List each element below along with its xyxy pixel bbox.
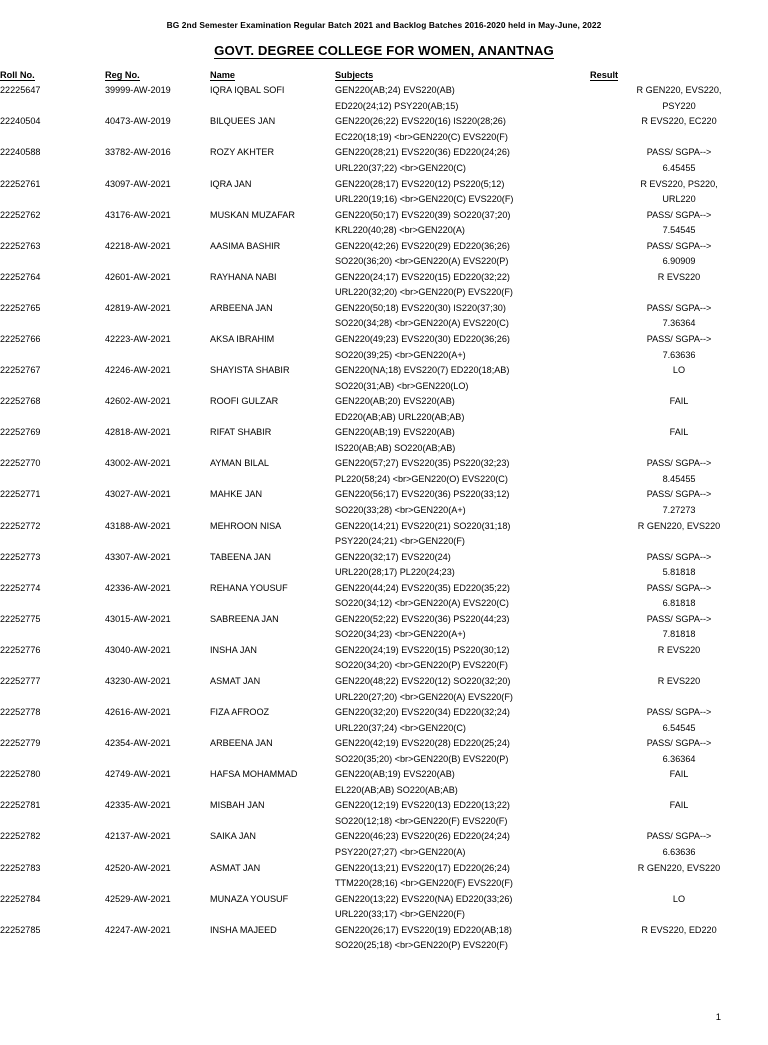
cell-result (590, 270, 768, 301)
cell-name: ASMAT JAN (210, 862, 261, 873)
cell-roll-no: 22240588 (0, 147, 41, 158)
cell-reg-no: 42335-AW-2021 (105, 800, 171, 811)
cell-roll-no: 22252777 (0, 676, 41, 687)
table-row (0, 425, 768, 456)
cell-name: MUNAZA YOUSUF (210, 893, 289, 904)
result-line: PASS/ SGPA--> (646, 147, 712, 158)
cell-roll-no: 22252785 (0, 924, 41, 935)
table-row (0, 114, 768, 145)
cell-name: SABREENA JAN (210, 613, 279, 624)
cell-reg-no: 43002-AW-2021 (105, 458, 171, 469)
cell-name: ROOFI GULZAR (210, 396, 279, 407)
subjects-line: SO220(12;18) <br>GEN220(F) EVS220(F) (335, 815, 508, 826)
result-line: R EVS220, ED220 (641, 924, 717, 935)
subjects-line: URL220(37;24) <br>GEN220(C) (335, 722, 466, 733)
cell-name: IQRA JAN (210, 178, 252, 189)
table-row (0, 145, 768, 176)
subjects-line: GEN220(12;19) EVS220(13) ED220(13;22) (335, 800, 510, 811)
cell-subjects (335, 83, 590, 114)
result-line: PASS/ SGPA--> (646, 738, 712, 749)
result-line: PASS/ SGPA--> (646, 489, 712, 500)
table-row (0, 705, 768, 736)
result-line: PASS/ SGPA--> (646, 458, 712, 469)
cell-roll-no: 22252764 (0, 271, 41, 282)
subjects-line: GEN220(AB;24) EVS220(AB) (335, 85, 455, 96)
table-row (0, 394, 768, 425)
subjects-line: GEN220(NA;18) EVS220(7) ED220(18;AB) (335, 365, 510, 376)
subjects-line: GEN220(24;19) EVS220(15) PS220(30;12) (335, 644, 510, 655)
cell-result (590, 643, 768, 674)
cell-result (590, 674, 768, 705)
subjects-line: PSY220(24;21) <br>GEN220(F) (335, 536, 465, 547)
cell-subjects (335, 581, 590, 612)
subjects-line: SO220(34;12) <br>GEN220(A) EVS220(C) (335, 598, 509, 609)
cell-result (590, 177, 768, 208)
subjects-line: GEN220(48;22) EVS220(12) SO220(32;20) (335, 676, 511, 687)
cell-result (590, 83, 768, 114)
subjects-line: ED220(24;12) PSY220(AB;15) (335, 100, 459, 111)
cell-result (590, 519, 768, 550)
result-line: R GEN220, EVS220 (637, 862, 721, 873)
cell-reg-no: 42137-AW-2021 (105, 831, 171, 842)
subjects-line: SO220(36;20) <br>GEN220(A) EVS220(P) (335, 256, 509, 267)
cell-name: HAFSA MOHAMMAD (210, 769, 298, 780)
cell-subjects (335, 643, 590, 674)
cell-subjects (335, 612, 590, 643)
result-line: 6.81818 (662, 598, 696, 609)
subjects-line: GEN220(24;17) EVS220(15) ED220(32;22) (335, 271, 510, 282)
cell-reg-no: 42616-AW-2021 (105, 707, 171, 718)
table-row (0, 363, 768, 394)
cell-name: ARBEENA JAN (210, 302, 273, 313)
subjects-line: GEN220(28;17) EVS220(12) PS220(5;12) (335, 178, 505, 189)
cell-subjects (335, 519, 590, 550)
subjects-line: TTM220(28;16) <br>GEN220(F) EVS220(F) (335, 878, 513, 889)
table-body (0, 83, 768, 954)
table-row (0, 829, 768, 860)
result-line: R EVS220, PS220, (640, 178, 718, 189)
cell-reg-no: 43015-AW-2021 (105, 613, 171, 624)
table-row (0, 643, 768, 674)
cell-result (590, 487, 768, 518)
table-row (0, 798, 768, 829)
result-line: PASS/ SGPA--> (646, 831, 712, 842)
cell-name: IQRA IQBAL SOFI (210, 85, 285, 96)
subjects-line: KRL220(40;28) <br>GEN220(A) (335, 225, 465, 236)
cell-reg-no: 42520-AW-2021 (105, 862, 171, 873)
cell-reg-no: 42223-AW-2021 (105, 333, 171, 344)
cell-reg-no: 33782-AW-2016 (105, 147, 171, 158)
cell-name: BILQUEES JAN (210, 116, 276, 127)
table-row (0, 208, 768, 239)
subjects-line: URL220(37;22) <br>GEN220(C) (335, 162, 466, 173)
result-line: 6.63636 (662, 847, 696, 858)
result-line: LO (672, 893, 686, 904)
cell-reg-no: 43040-AW-2021 (105, 644, 171, 655)
cell-result (590, 363, 768, 394)
cell-subjects (335, 239, 590, 270)
cell-roll-no: 22252782 (0, 831, 41, 842)
cell-subjects (335, 674, 590, 705)
result-line: R EVS220 (657, 644, 701, 655)
cell-result (590, 425, 768, 456)
result-line: FAIL (669, 800, 689, 811)
cell-roll-no: 22252772 (0, 520, 41, 531)
table-row (0, 767, 768, 798)
cell-name: ROZY AKHTER (210, 147, 275, 158)
subjects-line: GEN220(32;17) EVS220(24) (335, 551, 451, 562)
result-line: PASS/ SGPA--> (646, 240, 712, 251)
subjects-line: SO220(33;28) <br>GEN220(A+) (335, 505, 466, 515)
table-row (0, 674, 768, 705)
cell-name: RIFAT SHABIR (210, 427, 272, 438)
result-line: PSY220 (662, 100, 696, 111)
subjects-line: ED220(AB;AB) URL220(AB;AB) (335, 411, 465, 422)
table-row (0, 332, 768, 363)
cell-subjects (335, 892, 590, 923)
cell-reg-no: 42818-AW-2021 (105, 427, 171, 438)
cell-reg-no: 43176-AW-2021 (105, 209, 171, 220)
cell-result (590, 829, 768, 860)
page-title (0, 43, 768, 58)
subjects-line: GEN220(AB;19) EVS220(AB) (335, 769, 455, 780)
cell-roll-no: 22252774 (0, 582, 41, 593)
cell-roll-no: 22252780 (0, 769, 41, 780)
cell-result (590, 145, 768, 176)
cell-result (590, 861, 768, 892)
table-row (0, 239, 768, 270)
cell-reg-no: 42336-AW-2021 (105, 582, 171, 593)
subjects-line: URL220(28;17) PL220(24;23) (335, 567, 455, 578)
cell-result (590, 550, 768, 581)
table-row (0, 456, 768, 487)
cell-subjects (335, 798, 590, 829)
cell-subjects (335, 550, 590, 581)
page-number: 1 (715, 1012, 721, 1023)
result-line: 6.54545 (662, 722, 696, 733)
cell-result (590, 892, 768, 923)
subjects-line: IS220(AB;AB) SO220(AB;AB) (335, 442, 456, 453)
cell-subjects (335, 270, 590, 301)
cell-subjects (335, 705, 590, 736)
subjects-line: GEN220(42;26) EVS220(29) ED220(36;26) (335, 240, 510, 251)
cell-subjects (335, 145, 590, 176)
cell-reg-no: 42749-AW-2021 (105, 769, 171, 780)
subjects-line: SO220(25;18) <br>GEN220(P) EVS220(F) (335, 940, 508, 951)
cell-name: MISBAH JAN (210, 800, 265, 811)
column-header-result: Result (590, 70, 619, 81)
cell-name: SHAYISTA SHABIR (210, 365, 290, 376)
cell-reg-no: 42246-AW-2021 (105, 365, 171, 376)
subjects-line: URL220(32;20) <br>GEN220(P) EVS220(F) (335, 287, 513, 298)
cell-name: ARBEENA JAN (210, 738, 273, 749)
subjects-line: GEN220(28;21) EVS220(36) ED220(24;26) (335, 147, 510, 158)
cell-result (590, 798, 768, 829)
cell-roll-no: 22252763 (0, 240, 41, 251)
cell-reg-no: 42354-AW-2021 (105, 738, 171, 749)
column-header-name: Name (210, 70, 236, 81)
result-line: 7.63636 (662, 349, 696, 360)
subjects-line: GEN220(44;24) EVS220(35) ED220(35;22) (335, 582, 510, 593)
cell-subjects (335, 114, 590, 145)
column-header-reg-no: Reg No. (105, 70, 140, 81)
cell-roll-no: 22252781 (0, 800, 41, 811)
cell-roll-no: 22252771 (0, 489, 41, 500)
cell-result (590, 239, 768, 270)
cell-roll-no: 22252761 (0, 178, 41, 189)
result-line: URL220 (662, 194, 696, 205)
cell-name: FIZA AFROOZ (210, 707, 270, 718)
cell-name: AKSA IBRAHIM (210, 333, 275, 344)
result-line: R EVS220 (657, 271, 701, 282)
result-line: R GEN220, EVS220 (637, 520, 721, 531)
cell-name: SAIKA JAN (210, 831, 256, 842)
subjects-line: EL220(AB;AB) SO220(AB;AB) (335, 784, 458, 795)
exam-description: BG 2nd Semester Examination Regular Batch 2021 and Backlog Batches 2016-2020 held in May-June, 2022 (166, 20, 602, 30)
cell-roll-no: 22225647 (0, 85, 41, 96)
result-line: 6.36364 (662, 753, 696, 764)
result-line: 7.81818 (662, 629, 696, 640)
table-header (0, 70, 768, 83)
result-line: 6.45455 (662, 162, 696, 173)
subjects-line: URL220(19;16) <br>GEN220(C) EVS220(F) (335, 194, 514, 205)
cell-subjects (335, 301, 590, 332)
cell-reg-no: 40473-AW-2019 (105, 116, 171, 127)
result-line: PASS/ SGPA--> (646, 707, 712, 718)
cell-name: MEHROON NISA (210, 520, 282, 531)
result-line: PASS/ SGPA--> (646, 613, 712, 624)
subjects-line: GEN220(AB;20) EVS220(AB) (335, 396, 455, 407)
cell-result (590, 767, 768, 798)
column-header-subjects: Subjects (335, 70, 374, 81)
table-row (0, 519, 768, 550)
cell-name: MAHKE JAN (210, 489, 263, 500)
subjects-line: SO220(39;25) <br>GEN220(A+) (335, 349, 466, 360)
cell-result (590, 332, 768, 363)
subjects-line: GEN220(AB;19) EVS220(AB) (335, 427, 455, 438)
subjects-line: EC220(18;19) <br>GEN220(C) EVS220(F) (335, 131, 508, 142)
page-title-text: GOVT. DEGREE COLLEGE FOR WOMEN, ANANTNAG (214, 43, 554, 59)
result-line: FAIL (669, 769, 689, 780)
cell-name: ASMAT JAN (210, 676, 261, 687)
result-line: R EVS220, EC220 (641, 116, 717, 127)
cell-roll-no: 22252773 (0, 551, 41, 562)
subjects-line: SO220(34;28) <br>GEN220(A) EVS220(C) (335, 318, 509, 329)
subjects-line: SO220(34;20) <br>GEN220(P) EVS220(F) (335, 660, 508, 671)
cell-reg-no: 43230-AW-2021 (105, 676, 171, 687)
cell-reg-no: 42601-AW-2021 (105, 271, 171, 282)
cell-result (590, 456, 768, 487)
table-header-row (0, 70, 768, 83)
result-sheet-page (0, 21, 768, 1045)
cell-roll-no: 22252778 (0, 707, 41, 718)
table-row (0, 487, 768, 518)
result-line: 6.90909 (662, 256, 696, 267)
subjects-line: GEN220(50;18) EVS220(30) IS220(37;30) (335, 302, 506, 313)
cell-subjects (335, 177, 590, 208)
cell-result (590, 114, 768, 145)
table-row (0, 736, 768, 767)
subjects-line: GEN220(42;19) EVS220(28) ED220(25;24) (335, 738, 510, 749)
cell-roll-no: 22252767 (0, 365, 41, 376)
subjects-line: GEN220(49;23) EVS220(30) ED220(36;26) (335, 333, 510, 344)
cell-roll-no: 22252765 (0, 302, 41, 313)
cell-roll-no: 22240504 (0, 116, 41, 127)
cell-reg-no: 42218-AW-2021 (105, 240, 171, 251)
cell-subjects (335, 767, 590, 798)
cell-result (590, 705, 768, 736)
subjects-line: GEN220(46;23) EVS220(26) ED220(24;24) (335, 831, 510, 842)
cell-name: MUSKAN MUZAFAR (210, 209, 295, 220)
table-row (0, 892, 768, 923)
table-row (0, 83, 768, 114)
result-line: PASS/ SGPA--> (646, 582, 712, 593)
result-line: 7.27273 (662, 505, 696, 515)
cell-roll-no: 22252762 (0, 209, 41, 220)
cell-name: AYMAN BILAL (210, 458, 269, 469)
table-row (0, 923, 768, 954)
cell-roll-no: 22252776 (0, 644, 41, 655)
subjects-line: GEN220(14;21) EVS220(21) SO220(31;18) (335, 520, 511, 531)
cell-roll-no: 22252766 (0, 333, 41, 344)
cell-reg-no: 39999-AW-2019 (105, 85, 171, 96)
subjects-line: SO220(31;AB) <br>GEN220(LO) (335, 380, 469, 391)
cell-subjects (335, 425, 590, 456)
subjects-line: GEN220(50;17) EVS220(39) SO220(37;20) (335, 209, 511, 220)
result-line: R EVS220 (657, 676, 701, 687)
table-row (0, 612, 768, 643)
cell-subjects (335, 208, 590, 239)
subjects-line: URL220(27;20) <br>GEN220(A) EVS220(F) (335, 691, 513, 702)
subjects-line: PL220(58;24) <br>GEN220(O) EVS220(C) (335, 473, 508, 484)
result-line: PASS/ SGPA--> (646, 551, 712, 562)
subjects-line: GEN220(26;17) EVS220(19) ED220(AB;18) (335, 924, 512, 935)
cell-reg-no: 43307-AW-2021 (105, 551, 171, 562)
cell-subjects (335, 394, 590, 425)
cell-subjects (335, 332, 590, 363)
cell-result (590, 301, 768, 332)
cell-result (590, 394, 768, 425)
cell-reg-no: 42247-AW-2021 (105, 924, 171, 935)
result-line: 7.54545 (662, 225, 696, 236)
cell-result (590, 923, 768, 954)
cell-result (590, 612, 768, 643)
cell-subjects (335, 861, 590, 892)
cell-result (590, 208, 768, 239)
subjects-line: GEN220(13;22) EVS220(NA) ED220(33;26) (335, 893, 513, 904)
cell-roll-no: 22252770 (0, 458, 41, 469)
cell-result (590, 736, 768, 767)
results-table (0, 70, 768, 954)
result-line: PASS/ SGPA--> (646, 209, 712, 220)
subjects-line: GEN220(26;22) EVS220(16) IS220(28;26) (335, 116, 506, 127)
cell-reg-no: 42602-AW-2021 (105, 396, 171, 407)
cell-name: RAYHANA NABI (210, 271, 277, 282)
subjects-line: GEN220(32;20) EVS220(34) ED220(32;24) (335, 707, 510, 718)
result-line: 8.45455 (662, 473, 696, 484)
subjects-line: GEN220(13;21) EVS220(17) ED220(26;24) (335, 862, 510, 873)
cell-subjects (335, 829, 590, 860)
cell-roll-no: 22252768 (0, 396, 41, 407)
result-line: R GEN220, EVS220, (636, 85, 722, 96)
result-line: PASS/ SGPA--> (646, 333, 712, 344)
result-line: LO (672, 365, 686, 376)
table-row (0, 301, 768, 332)
cell-reg-no: 42819-AW-2021 (105, 302, 171, 313)
cell-reg-no: 43097-AW-2021 (105, 178, 171, 189)
subjects-line: GEN220(56;17) EVS220(36) PS220(33;12) (335, 489, 510, 500)
cell-reg-no: 43188-AW-2021 (105, 520, 171, 531)
column-header-roll-no: Roll No. (0, 70, 35, 81)
cell-roll-no: 22252769 (0, 427, 41, 438)
result-line: PASS/ SGPA--> (646, 302, 712, 313)
cell-subjects (335, 736, 590, 767)
cell-subjects (335, 923, 590, 954)
cell-roll-no: 22252779 (0, 738, 41, 749)
cell-subjects (335, 456, 590, 487)
subjects-line: URL220(33;17) <br>GEN220(F) (335, 909, 465, 920)
cell-name: TABEENA JAN (210, 551, 271, 562)
subjects-line: SO220(34;23) <br>GEN220(A+) (335, 629, 466, 640)
result-line: 5.81818 (662, 567, 696, 578)
subjects-line: GEN220(52;22) EVS220(36) PS220(44;23) (335, 613, 510, 624)
subjects-line: GEN220(57;27) EVS220(35) PS220(32;23) (335, 458, 510, 469)
cell-reg-no: 42529-AW-2021 (105, 893, 171, 904)
cell-result (590, 581, 768, 612)
table-row (0, 550, 768, 581)
cell-roll-no: 22252775 (0, 613, 41, 624)
table-row (0, 270, 768, 301)
subjects-line: SO220(35;20) <br>GEN220(B) EVS220(P) (335, 753, 509, 764)
cell-name: INSHA JAN (210, 644, 257, 655)
subjects-line: PSY220(27;27) <br>GEN220(A) (335, 847, 466, 858)
table-row (0, 177, 768, 208)
result-line: 7.36364 (662, 318, 696, 329)
cell-name: REHANA YOUSUF (210, 582, 288, 593)
table-row (0, 581, 768, 612)
table-row (0, 861, 768, 892)
cell-subjects (335, 487, 590, 518)
cell-roll-no: 22252783 (0, 862, 41, 873)
cell-roll-no: 22252784 (0, 893, 41, 904)
cell-reg-no: 43027-AW-2021 (105, 489, 171, 500)
result-line: FAIL (669, 427, 689, 438)
cell-subjects (335, 363, 590, 394)
cell-name: AASIMA BASHIR (210, 240, 281, 251)
cell-name: INSHA MAJEED (210, 924, 277, 935)
result-line: FAIL (669, 396, 689, 407)
